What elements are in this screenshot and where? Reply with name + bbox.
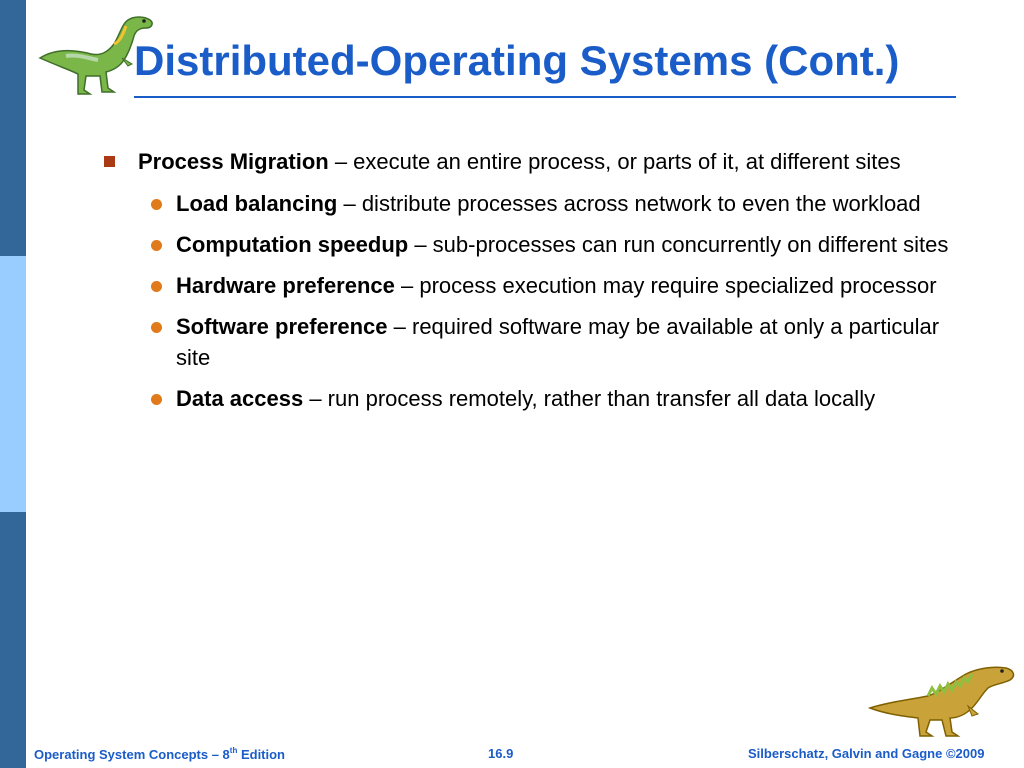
sidebar-strip-top [0, 0, 26, 256]
sub-bullet-data-access [146, 383, 956, 414]
square-bullet-icon [104, 156, 115, 167]
bullet-term: Process Migration [138, 149, 329, 174]
sub-bullet-text: – process execution may require specialized processor [394, 273, 937, 298]
footer-page-number: 16.9 [488, 746, 514, 761]
sub-bullet-term: Load balancing [176, 191, 338, 216]
sub-bullet-software-preference [146, 311, 956, 373]
sub-bullet-text: – sub-processes can run concurrently on different sites [408, 232, 949, 257]
bullet-process-migration [100, 146, 970, 177]
sub-bullet-term: Data access [176, 386, 304, 411]
round-bullet-icon [151, 240, 162, 251]
sub-bullet-term: Software preference [176, 314, 388, 339]
sub-bullet-computation-speedup [146, 229, 956, 260]
sub-bullet-text: – distribute processes across network to even the workload [337, 191, 921, 216]
bullet-text: – execute an entire process, or parts of it, at different sites [328, 149, 901, 174]
title-underline [134, 96, 956, 98]
footer-authors: Silberschatz, Galvin and Gagne ©2009 [748, 746, 985, 761]
sub-bullet-text: – required software may be available at only a particular site [176, 314, 940, 370]
sub-bullet-term: Hardware preference [176, 273, 395, 298]
round-bullet-icon [151, 281, 162, 292]
sidebar-strip-middle [0, 256, 26, 512]
footer-book-prefix: Operating System Concepts – 8 [34, 747, 230, 762]
sub-bullet-text: – run process remotely, rather than transfer all data locally [303, 386, 876, 411]
round-bullet-icon [151, 322, 162, 333]
footer-book-title [34, 746, 285, 762]
sub-bullet-load-balancing [146, 188, 956, 219]
sub-bullet-term: Computation speedup [176, 232, 409, 257]
slide-title: Distributed-Operating Systems (Cont.) [134, 37, 900, 84]
sub-bullet-list [100, 188, 970, 414]
bullet-list [100, 146, 970, 424]
sub-bullet-hardware-preference [146, 270, 956, 301]
round-bullet-icon [151, 199, 162, 210]
footer-book-suffix: Edition [237, 747, 286, 762]
sidebar-strip-bottom [0, 512, 26, 768]
footer-book-sup: th [229, 746, 238, 755]
round-bullet-icon [151, 394, 162, 405]
dinosaur-icon [868, 656, 1018, 738]
